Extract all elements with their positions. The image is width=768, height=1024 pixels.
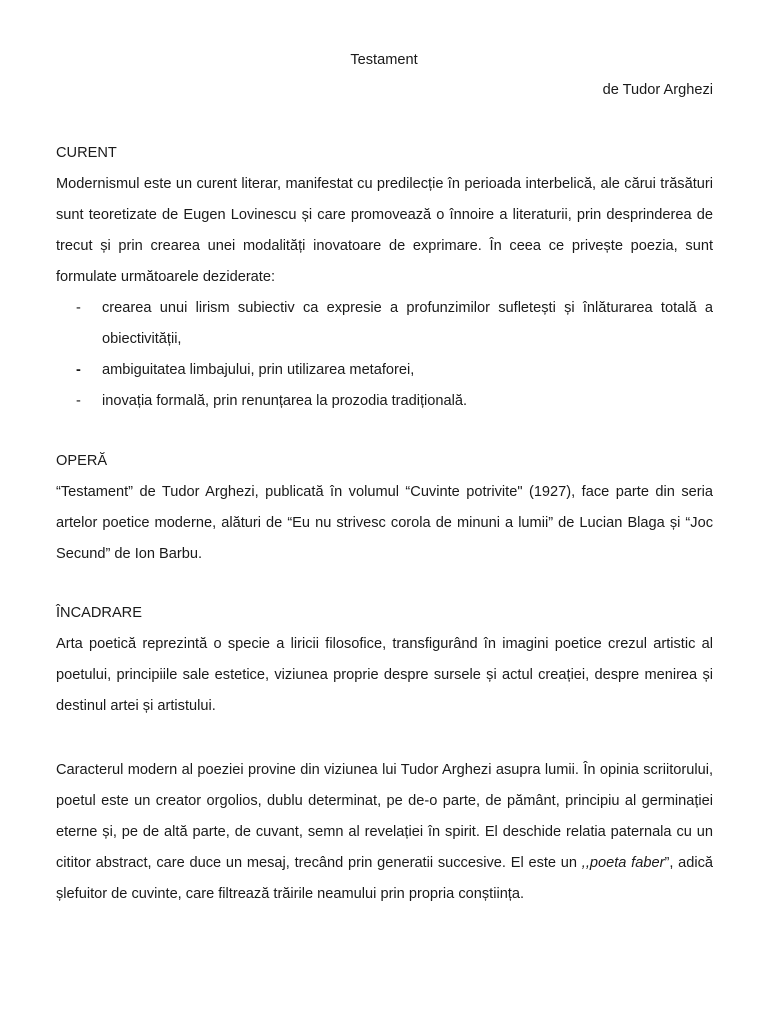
- caracter-text-end: ”, adică șlefuitor de cuvinte, care filtrează trăirile neamului prin propria conștiința.: [56, 855, 714, 902]
- list-dash: -: [76, 393, 81, 409]
- list-item: [56, 355, 713, 386]
- section-caracter: [56, 755, 713, 910]
- list-item-text: inovația formală, prin renunțarea la prozodia tradițională.: [102, 393, 468, 409]
- poeta-faber-italic: ,,poeta faber: [581, 855, 665, 871]
- section-heading-opera: OPERĂ: [56, 453, 108, 469]
- author-line: de Tudor Arghezi: [602, 82, 713, 98]
- list-item-text: ambiguitatea limbajului, prin utilizarea metaforei,: [102, 362, 415, 378]
- list-item-text: crearea unui lirism subiectiv ca expresie a profunzimilor sufletești și înlăturarea totală a obiectivității,: [102, 300, 713, 347]
- caracter-text-start: Caracterul modern al poeziei provine din viziunea lui Tudor Arghezi asupra lumii. În opinia scriitorului, poetul este un creator orgolios, dublu determinat, pe de-o parte, de pământ, principiu al germinației eterne și, pe de altă parte, de cuvant, semn al revelației în spirit. El deschide relatia paternala cu un cititor abstract, care duce un mesaj, trecând prin generatii succesive. El este un: [56, 762, 713, 871]
- list-item: [56, 386, 713, 417]
- document-title: Testament: [350, 52, 418, 68]
- section-opera: [56, 451, 713, 570]
- section-heading-curent: CURENT: [56, 145, 117, 161]
- section-heading-incadrare: ÎNCADRARE: [56, 605, 142, 621]
- opera-paragraph: “Testament” de Tudor Arghezi, publicată în volumul “Cuvinte potrivite" (1927), face parte din seria artelor poetice moderne, alături de “Eu nu strivesc corola de minuni a lumii” de Lucian Blaga și “Joc Secund” de Ion Barbu.: [56, 484, 713, 562]
- incadrare-paragraph: Arta poetică reprezintă o specie a liricii filosofice, transfigurând în imagini poetice crezul artistic al poetului, principiile sale estetice, viziunea proprie despre sursele și actul creației, despre menirea și destinul artei și artistului.: [56, 636, 713, 714]
- list-dash: -: [76, 362, 81, 378]
- caracter-paragraph: [56, 755, 713, 910]
- section-incadrare: [56, 603, 713, 722]
- list-dash: -: [76, 300, 81, 316]
- list-item: [56, 293, 713, 355]
- curent-list: [56, 293, 713, 417]
- section-curent: [56, 143, 713, 417]
- curent-paragraph: Modernismul este un curent literar, manifestat cu predilecție în perioada interbelică, ale cărui trăsături sunt teoretizate de Eugen Lovinescu și care promovează o înnoire a literaturii, prin desprinderea de trecut și prin crearea unei modalități inovatoare de exprimare. În ceea ce privește poezia, sunt formulate următoarele deziderate:: [56, 176, 713, 285]
